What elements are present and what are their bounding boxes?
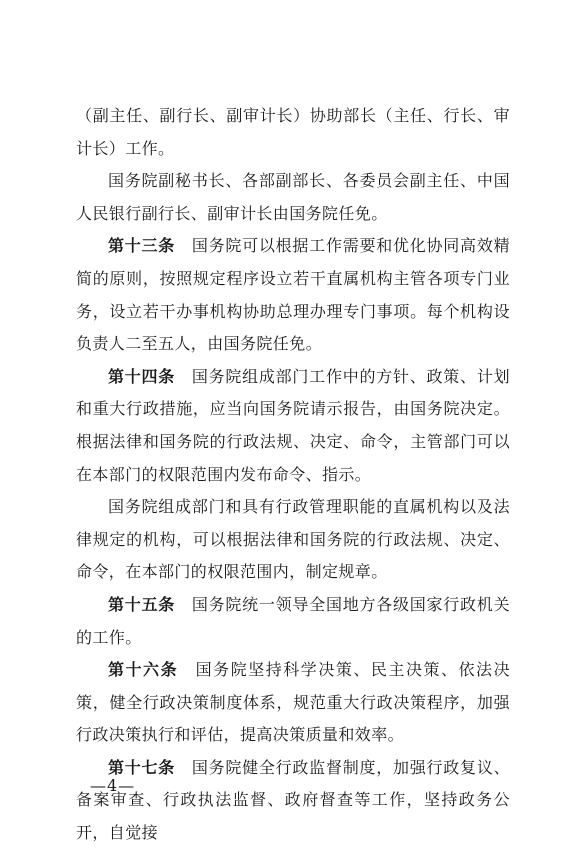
paragraph-1 xyxy=(76,100,510,165)
paragraph-text: 国务院健全行政监督制度，加强行政复议、备案审查、行政执法监督、政府督查等工作，坚持政务公开，自觉接 xyxy=(76,757,510,843)
paragraph-text: 国务院组成部门和具有行政管理职能的直属机构以及法律规定的机构，可以根据法律和国务院的行政法规、决定、命令，在本部门的权限范围内，制定规章。 xyxy=(76,497,510,582)
page-number: —4— xyxy=(90,776,136,795)
article-heading: 第十五条 xyxy=(108,594,176,614)
paragraph-text: 国务院可以根据工作需要和优化协同高效精简的原则，按照规定程序设立若干直属机构主管各项专门业务，设立若干办事机构协助总理办理专门事项。每个机构设负责人二至五人，由国务院任免。 xyxy=(76,236,510,354)
article-14-paragraph-2 xyxy=(76,491,510,589)
article-heading: 第十四条 xyxy=(108,366,176,386)
paragraph-text: （副主任、副行长、副审计长）协助部长（主任、行长、审计长）工作。 xyxy=(76,106,510,158)
paragraph-2 xyxy=(76,165,510,230)
article-17 xyxy=(76,752,510,850)
article-15 xyxy=(76,589,510,654)
document-body xyxy=(76,100,510,850)
article-heading: 第十七条 xyxy=(108,757,176,777)
paragraph-text: 国务院组成部门工作中的方针、政策、计划和重大行政措施，应当向国务院请示报告，由国务院决定。根据法律和国务院的行政法规、决定、命令，主管部门可以在本部门的权限范围内发布命令、指示。 xyxy=(76,366,510,484)
paragraph-text: 国务院统一领导全国地方各级国家行政机关的工作。 xyxy=(76,594,510,647)
article-13 xyxy=(76,230,510,360)
article-heading: 第十六条 xyxy=(108,660,179,680)
paragraph-text: 国务院副秘书长、各部副部长、各委员会副主任、中国人民银行副行长、副审计长由国务院任免。 xyxy=(76,171,510,223)
article-14 xyxy=(76,361,510,491)
paragraph-text: 国务院坚持科学决策、民主决策、依法决策，健全行政决策制度体系，规范重大行政决策程序，加强行政决策执行和评估，提高决策质量和效率。 xyxy=(76,660,510,745)
article-heading: 第十三条 xyxy=(108,236,176,256)
article-16 xyxy=(76,654,510,752)
